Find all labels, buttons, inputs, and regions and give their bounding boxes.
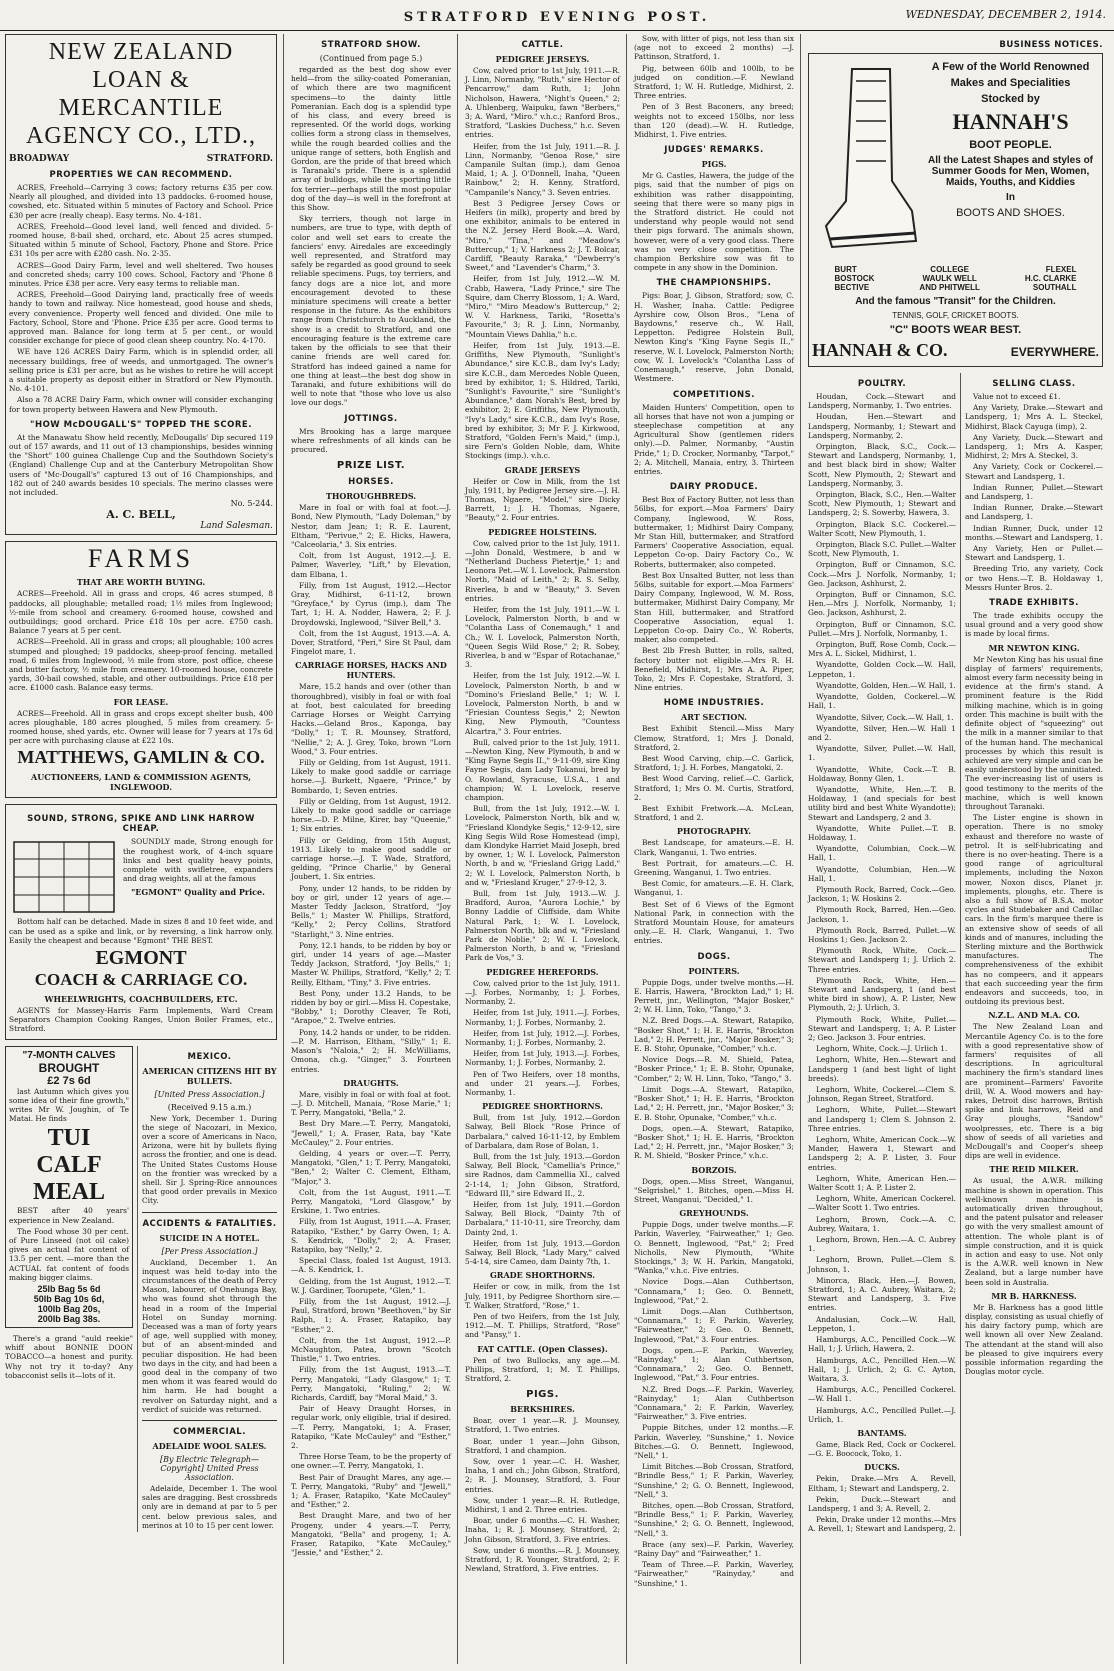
prize-entry: Filly or Gelding, from 1st August, 1911. Likely to make good saddle or carriage horse.—J. Burkett, Ngaere, "Prince," by Bombardo, 1; Seven entries. [291,758,451,795]
column-cattle [460,34,625,1664]
agent-name: A. C. BELL, [106,508,176,522]
prize-entry: Wyandotte, White Pullet.—T. B. Holdaway, 1. [808,823,956,842]
reid-milker-heading: THE REID MILKER. [989,1164,1079,1175]
prize-entry: Cow, calved prior to the 1st July, 1911.—J. Forbes, Normanby, 1; J. Forbes, Normanby, 2. [465,978,620,1007]
ducks-heading: DUCKS. [864,1462,900,1473]
prize-entry: Wyandotte, Columbian, Cock.—W. Hall, 1. [808,844,956,863]
calves-brought: BROUGHT [38,1060,100,1075]
prize-entry: Indian Runner, Pullet.—Stewart and Landsperg, 1. [965,482,1103,502]
prize-entry: Puppie Dogs, under twelve months.—F. Parkin, Waverley, "Fairweather," 1; Geo. O. Bennett, Inglewood, "Pat," 2; Fred Nicholls, New Plymouth, "White Stockings," 3; W. H. Parkin, Mangatoki, "Wanka," v.h.c. Five entries. [634,1220,794,1276]
pedigree-holsteins-heading: PEDIGREE HOLSTEINS. [488,526,597,537]
agent-role: Land Salesman. [200,521,273,532]
prize-entry: Wyandotte, White, Cock.—T. B. Holdaway, Bonny Glen, 1. [808,764,956,783]
nz-loan-address: BROADWAY [9,154,70,164]
prize-entry: Orpington, Buff, Rose Comb, Cock.—Mrs A. L. Sickel, Midhirst, 1. [808,640,956,659]
column-show-report [286,34,456,1664]
accidents-heading: ACCIDENTS & FATALITIES. [142,1218,277,1229]
prize-entry: Puppie Bitches, under 12 months.—F. Parkin, Waverley, "Sunshine," 1. Novice Bitches.—G. O. Bennett, Inglewood, "Nell," 1. [634,1423,794,1460]
tui-brand: TUI [47,1125,91,1152]
prize-entry: Heifer, from 1st July, 1911.—J. Forbes, Normanby, 1; J. Forbes, Normanby, 2. [465,1008,620,1027]
prize-entry: Brace (any sex)—F. Parkin, Waverley, "Rainy Day" and "Fairweather," 1. [634,1539,794,1559]
price-line: 200lb Bag 38s. [37,1314,101,1324]
tui-calf-meal-advert [5,1046,133,1328]
hannah-line: In [1006,192,1015,203]
hannah-company: HANNAH & CO. [812,340,948,360]
egmont-agents: AGENTS for Massey-Harris Farm Implements, Ward Cream Separators Champion Cooking Ranges, Union Boiler Frames, etc., Stratford. [9,1005,273,1034]
prize-entry: Three Horse Team, to be the property of one owner.—T. Perry, Mangatoki, 1. [291,1452,451,1471]
carriage-heading: CARRIAGE HORSES, HACKS AND HUNTERS. [295,660,447,681]
prize-entry: Hamburgs, A.C., Pencilled Pullet.—J. Urlich, 1. [808,1405,956,1424]
property-listing: ACRES—Good Dairy Farm, level and well sheltered. Two houses and concreted sheds; carry 100 cows. School, Factory and 'Phone 8 minutes. Price £38 per acre. Very easy terms to reliable man. [9,260,273,289]
mcdougall-text: At the Manawatu Show held recently, McDougalls' Dip secured 119 out of 157 awards, and 11 out of 13 championships, besides winning the "Short" 100 guinea Challenge Cup and the Southdown Society's (England) Challenge Cup and at the Canterbury Metropolitan Show users of "Mc-Dougall's" captured 13 out of 16 Championships, and 182 out of 240 awards besides 10 specials. The merino classes were not included. [9,432,273,498]
prize-entry: Limit Dogs.—A. Stewart, Ratapiko, "Bosker Shot," 1; H. E. Harris, "Brockton Lad," 2; H. Perrett, jnr., "Major Bosker," 3; E. B. Stohr, Opunake, "Comber," v.h.c. [634,1084,794,1122]
prize-entry: Plymouth Rock, Barred, Pullet.—W. Hoskins 1; Geo. Jackson 2. [808,925,956,944]
prize-entry: Orpington, Black, S.C., Cock.—Stewart and Landsperg, Normanby, 1, and best black bird in show; Walter Scott, New Plymouth, 2; Stewart and Landsperg, Normanby, 3. [808,442,956,488]
prize-entry: Pen of two Heifers, from the 1st July, 1912.—M. T. Phillips, Stratford, "Rose" and "Pansy," 1. [465,1311,620,1340]
prize-entry: Boar, under 6 months.—C. H. Washer, Inaha, 1; R. J. Mounsey, Stratford, 2; John Gibson, Stratford, 3. Five entries. [465,1516,620,1544]
prize-entry: Bull, from 1st July, 1913.—W. J. Bradford, Auroa, "Aurora Lochie," by Bonny Laddie of Cliffside, dam White Natural Park, 1; W. I. Lovelock, Palmerston North, blk and w, "Friesland Park de Noblie," 2; W. I. Lovelock, Palmerston North, b and w, "Friesland Park de Vos," 3. [465,889,620,963]
brand-name: AND PHITWELL [919,283,980,292]
prize-entry: Houdan, Hen.—Stewart and Landsperg, Normanby, 1; Stewart and Landsperg, Normanby, 2. [808,412,956,440]
poultry-heading: POULTRY. [857,379,907,389]
mexico-received: (Received 9.15 a.m.) [167,1102,252,1112]
prize-entry: Best 2lb Fresh Butter, in rolls, salted, factory butter not eligible.—Mrs R. H. Benefield, Midhirst, 1; Mrs A. A. Piper, Toko, 2; Mrs F. Copestake, Stratford, 3. Nine entries. [634,646,794,693]
hannah-line: Stocked by [981,93,1040,105]
prize-entry: Best Pair of Draught Mares, any age.—T. Perry, Mangatoki, "Ruby" and "Jewell," 1; A. Fraser, Ratapiko, "Kate McCauley" and "Esther," 2. [291,1472,451,1510]
prize-entry: Colt, from the 1st August, 1911.—T. Perry, Mangatoki, "Lord Glasgow," by Erskine, 1. Two entries. [291,1187,451,1216]
prize-entry: Hamburgs, A.C., Pencilled Cockerel.—W. Hall 1. [808,1385,956,1404]
hannah-line: BOOT PEOPLE. [969,139,1052,151]
brand-name: WAULK WELL [922,274,977,283]
harrow-title: SOUND, STRONG, SPIKE AND LINK HARROW CHEAP. [27,814,255,835]
prize-entry: Hamburgs, A.C., Pencilled Cock.—W. Hall, 1; J. Urlich, Hawera, 2. [808,1335,956,1354]
column-rule [800,34,801,1664]
boot-illustration [812,61,922,261]
harrow-illustration [9,837,119,917]
column-rule [626,34,627,1664]
grade-shorthorns-heading: GRADE SHORTHORNS. [489,1270,596,1281]
harrow-quote: "EGMONT" Quality and Price. [131,887,265,898]
prize-entry: Team of Three.—F. Parkin, Waverley, "Fairweather," "Rainyday," and "Sunshine," 1. [634,1560,794,1588]
prize-entry: Plymouth Rock, White, Pullet.—Stewart and Landsperg, 1; A. P. Lister 2; Geo. Jackson 3. Four entries. [808,1014,956,1042]
prize-entry: Filly or Gelding, from 15th August, 1913. Likely to make good saddle or carriage horse.—J. T. Wade, Stratford, gelding, "Prince Charlie," by General Joubert, 1. Six entries. [291,835,451,882]
brand-name: FLEXEL [1045,265,1077,274]
listing-number: No. 5-244. [230,499,273,509]
calves-price: £2 7s 6d [47,1074,91,1087]
trade-text: The New Zealand Loan and Mercantile Agency Co. is to the fore with a good representative show of farmers' requisites of all descriptions. In agricultural machinery the firm's standard lines are prominent—Farmers' Favorite drill, W. A. Wood mowers and hay-rakes, Detroit disc harrows, British spike and link harrows, Reid and Gray ploughs, "Sandow" woolpresses, etc. There is a big show of seeds of all varieties and McDougall's and Cooper's sheep dips are well in evidence. [965,1022,1103,1161]
firm-name: MATTHEWS, GAMLIN & CO. [17,747,265,768]
hannah-line: Makes and Specialities [950,77,1071,89]
prize-entry: Any Variety, Duck.—Stewart and Landsperg, 1; Mrs A. Kasper, Midhirst, 2; Mrs A. Steckel, 3. [965,432,1103,461]
prize-entry: Boar, over 1 year.—R. J. Mounsey, Stratford, 1. Two entries. [465,1416,620,1435]
column-pigs-dogs [629,34,799,1664]
trade-text: The Lister engine is shown in operation. There is no smoky exhaust and therefore no waste of petrol. It is self-lubricating and there is no over-heating. There is a good range of agricultural implements, including the Noxon mower, Noxon discs, Planet jr. implements, ploughs, etc. There is also a full show of B.S.A. motor cycles and Studebaker and Cadillac cars. In the firm's marquee there is an extensive show of seeds of all kinds and of manures, including the Sterling mixture and the Borthwick manufactures. The comprehensiveness of the exhibit has no compeers, and it appears that each succeeding year the firm endeavors and succeeds, too, in outdoing its previous best. [965,813,1103,1007]
horses-heading: HORSES. [348,477,394,488]
prize-entry: Wyandotte, Golden, Hen.—W. Hall, 1. [816,680,956,690]
firm-subtitle: AUCTIONEERS, LAND & COMMISSION AGENTS, INGLEWOOD. [31,772,251,793]
prize-entry: Mare, 15.2 hands and over (other than thoroughbred), visibly in foal or with foal at foot, best calculated for breeding Carriage Horses or Weight Carrying Hacks.—Geland Bros., Kaponga, bay "Dolly," 1; T. R. Mounsey, Stratford, "Nellie," 2; A. J. Grey, Toko, brown "Lorn Wood," 3. Four entries. [291,682,451,756]
news-column [137,1046,277,1533]
suicide-article: Auckland, December 1. An inquest was held to-day into the circumstances of the death of Percy Mason, labourer, of Onehunga Bay, who was found shot through the head in a room of the Imperial Hotel on Sunday morning. Deceased was a man of forty years of age, well supplied with money, but of an absent-minded and peculiar disposition. He had been two days in the city, and had been a good deal in the company of two men whom it was feared would do him harm. He had bought a revolver on Saturday night, and a verdict of suicide was returned. [142,1257,277,1414]
prize-entry: Limit Bitches.—Bob Crossan, Stratford, "Brindle Bess," 1; F. Parkin, Waverley, "Sunshine," 2; G. O. Bennett, Inglewood, "Nell," 3. [634,1462,794,1499]
prize-entry: Best Draught Mare, and two of her Progeny, under 4 years.—T. Perry, Mangatoki, "Bella" and progeny, 1; A. Fraser, Ratapiko, "Kate McCauley," "Jessie," and "Esther," 2. [291,1511,451,1558]
prize-entry: Leghorn, Brown, Cock.—A. C. Aubrey, Waitara, 1. [808,1214,956,1233]
pedigree-jerseys-heading: PEDIGREE JERSEYS. [495,54,590,64]
tobacco-advert: There's a grand "auld reekie" whiff about BONNIE DOON TOBACCO—a honest and purity. Why not try it to-day? Any tobacconist sells it—lots of it. [5,1334,133,1380]
prize-entry: Filly, from 1st August, 1912.—Hector Gray, Midhirst, 6-11-12, brown "Greyface," by Cyrus (imp.), dam The Tart, 1; H. A. Nodder, Hawera, 2; F. J. Droydowski, Inglewood, "Silver Bell," 3. [291,580,451,627]
prize-entry: Filly or Gelding, from 1st August, 1912. Likely to make good saddle or carriage horse.—D. P. Milne, Kirer, bay "Queenie," 1; Six entries. [291,796,451,834]
prize-entry: Colt, from the 1st August, 1913.—A. A. Dover, Stratford, "Peri," Sire St Paul, dam Fingelot mare, 1. [291,628,451,657]
prize-entry: Novice Dogs.—Alan Cuthbertson, "Connamara," 1; Geo. O. Bennett, Inglewood, "Pat," 2. [634,1277,794,1305]
property-listing: ACRES, Freehold—Carrying 3 cows; factory returns £35 per cow. Nearly all ploughed, and divided into 13 paddocks. 6-roomed house, cowshed, etc. Situated within 5 minutes of Factory and School. Price £30 per acre (really cheap). Easy terms. No. 4-181. [9,183,273,220]
prize-entry: Heifer, from 1st July, 1913.—E. Griffiths, New Plymouth, "Sunlight's Abundance," sire K.C.B., dam Ivy's Lady; sire K.C.B., dam Mercedes Noble Queen, bred by exhibitor, 1; S. Hildred, Tariki, "Sunlight's Favourite," sire "Sunlight's Abundance," dam Norah's Best, bred by exhibitor, 2; E. Griffiths, New Plymouth, "Ivy's Lady," sire K.C.B., dam Ivy's Rose, bred by exhibitor, 3; Mr F. J. Kirkwood, Stratford, "Golden Fern's Maid," (imp.), sire Fern's Golden Noble, dam, White Stockings (imp.). v.h.c. [465,340,620,461]
prize-entry: Heifer, from the 1st July, 1911.—W. I. Lovelock, Palmerston North, b and w "Colantha Lass of Conemaugh," 1 and Ch.; W. I. Lovelock, Palmerston North, "Queen Segis Wild Rose," 2; R. Sobey, Riverlea, b and w "Espar of Rotachanae," 3. [465,604,620,670]
prize-entry: Best 3 Pedigree Jersey Cows or Heifers (in milk), property and bred by one exhibitor, animals to be entered in the N.Z. Jersey Herd Book.—A. Ward, "Miro," "Tina," and "Meadow's Buttercup," 1; V. Harkness 2; J. T. Bolcar, Cardiff, "Beauty Raraka," "Dewberry's Sweet," and "Lavender's Charm," 3. [465,198,620,273]
trade-text: The trade exhibits occupy the usual ground and a very good show is made by local firms. [965,611,1103,639]
wool-headline: ADELAIDE WOOL SALES. [152,1441,267,1452]
suicide-source: [Per Press Association.] [161,1246,258,1256]
prize-entry: Pekin, Duck.—Stewart and Landsperg, 1 and 3; A. Revell, 2. [808,1494,956,1513]
prize-entry: Pony, 14.2 hands or under, to be ridden.—P. M. Harrison, Eltham, "Silly," 1; E. Mason's "Naloia," 2; H. McWilliams, Omona, ch.g. "Ginger," 3. Fourteen entries. [291,1027,451,1074]
price-line: 100lb Bag 20s, [37,1304,101,1314]
trade-text: Mr Newton King has his usual fine display of farmers' requirements, almost every farm necessity being in evidence at the firm's stand. A prominent feature is the Ridd milking machine, which is in going order. This machine is built with the definite object of "squeezing" out the milk in a manner similar to that of the human hand. The mechanical processes by which this result is achieved are very simple and can be easily understood by the uninitiated. The ever-increasing list of users is good testimony to the merits of the machine, which is well known throughout Taranaki. [965,654,1103,811]
brand-name: BECTIVE [834,283,870,292]
dairy-produce-heading: DAIRY PRODUCE. [669,482,759,493]
property-listing: Also a 78 ACRE Dairy Farm, which owner will consider exchanging for town property between Hawera and New Plymouth. [9,395,273,414]
draughts-heading: DRAUGHTS. [343,1077,399,1088]
prize-entry: Best Dry Mare.—T. Perry, Mangatoki, "Jewell," 1; A. Fraser, Rata, bay "Kate McCauley," 2. Four entries. [291,1119,451,1147]
prize-entry: Hamburgs, A.C., Pencilled Hen.—W. Hall, 1; J. Urlich, 2; G. C. Ayton, Waitara, 3. [808,1355,956,1383]
price-line: 25lb Bag 5s 6d [37,1284,101,1294]
prize-entry: Pony, 12.1 hands, to be ridden by boy or girl, under 14 years of age.—Master Teddy Jackson, Stratford, "Joy Bells," 1; Master W. Phillips, Stratford, "Kelly," 2; T. Reilly, Eltham, "Tiny," 3. Five entries. [291,940,451,987]
prize-entry: Heifer, from 1st July, 1911.—Gordon Salway, Bell Block, "Dainty 7th of Darbalara," 11-10-11, sire Treorchy, dam Dainty 2nd, 1. [465,1199,620,1237]
column-rule [283,34,284,1664]
prize-entry: Heifer, from 1st July, 1913.—Gordon Salway, Bell Block, "Lady Mary," calved 5-4-14, sire Cameo, dam Dainty 7th, 1. [465,1238,620,1267]
harrow-text: SOUNDLY made, Strong enough for the roughest work, of 4-inch square links and best quality heavy points, complete with swifletree, expanders and drag weights, all at the famous [123,837,273,884]
prize-entry: Wyandotte, White, Hen.—T. B. Holdaway, 1 (and specials for best utility bird and best White Wyandotte); Stewart and Landsperg, 2 and 3. [808,784,956,822]
thoroughbreds-heading: THOROUGHBREDS. [325,491,417,502]
prize-entry: Plymouth Rock, White, Hen.—Stewart and Landsperg, 1 (and best white bird in show), A. P. Lister, New Plymouth, 2; J. Urlich, 3. [808,975,956,1013]
prize-entry: Sow, under 6 months.—R. J. Mounsey, Stratford, 1; R. Younger, Stratford, 2; F. Newland, Stratford, 3. Five entries. [465,1545,620,1574]
prize-entry: Best Landscape, for amateurs.—E. H. Clark, Wanganui, 1. Two entries. [634,838,794,857]
prize-entry: Pekin, Drake under 12 months.—Mrs A. Revell, 1; Stewart and Landsperg, 2. [808,1515,956,1534]
prize-entry: Wyandotte, Silver, Hen.—W. Hall 1 and 2. [808,723,956,742]
prize-entry: Pekin, Drake.—Mrs A. Revell, Eltham, 1; Stewart and Landsperg, 2. [808,1474,956,1493]
prize-entry: Pen of two Bullocks, any age.—M. Phillips, Stratford, 1; M. T. Phillips, Stratford, 2. [465,1355,620,1383]
prize-entry: Heifer or Cow in Milk, from the 1st July, 1911, by Pedigree Jersey sire.—J. H. Thomas, Ngaere, "Model," sire Dicky Barrett, 1; J. H. Thomas, Ngaere, "Beauty," 2. Four entries. [465,476,620,523]
prize-entry: Sow, over 1 year.—C. H. Washer, Inaha, 1 and ch.; John Gibson, Stratford, 2; R. J. Mounsey, Stratford, 3. Four entries. [465,1457,620,1494]
prize-entry: Best Box of Factory Butter, not less than 56lbs, for export.—Moa Farmers' Dairy Company, Inglewood, W. Ross, buttermaker, 1; Midhirst Dairy Company, Mr Stan Hill, buttermaker, and Stratford Farmers' Cooperative Association, equal. Leppeton Co-op. Dairy Factory Co., W. Roberts, buttermaker, also competed. [634,495,794,569]
issue-date: WEDNESDAY, DECEMBER 2, 1914. [905,8,1106,21]
prize-entry: Pig, between 60lb and 100lb, to be judged on condition.—F. Newland Stratford, 1; W. H. Rutledge, Midhirst, 2. Three entries. [634,63,794,101]
hannah-line: TENNIS, GOLF, CRICKET BOOTS. [892,311,1019,320]
newton-king-heading: MR NEWTON KING. [988,642,1080,653]
pedigree-shorthorns-heading: PEDIGREE SHORTHORNS. [482,1101,603,1112]
egmont-name: EGMONT [95,946,187,969]
brand-name: BOSTOCK [834,274,875,283]
brand-name: SOUTHALL [1032,283,1077,292]
prize-entry: Cow, calved prior to 1st July, 1911.—R. J. Linn, Normanby, "Ruth," sire Hector of Pencarrow," dam Ruth, 1; John Nicholson, Hawera, "Night's Queen," 2; A. Uhlenberg, Waipuku, fawn "Berbers," 3; A. Ward, "Miro." v.h.c.; Ranford Bros., Stratford, "Laskies Duchess," h.c. Seven entries. [465,66,620,140]
prize-entry: Orpington, Black S.C. Pullet.—Walter Scott, New Plymouth, 1. [808,540,956,559]
brand-name: H.C. CLARKE [1024,274,1077,283]
prize-entry: Houdan, Cock.—Stewart and Landsperg, Normanby, 1. Two entries. [808,392,956,411]
brand-name: BURT [834,265,857,274]
column-business [803,34,1108,1664]
prize-entry: Sow, under 1 year.—R. H. Rutledge, Midhirst, 1 and 2. Three entries. [465,1495,620,1515]
properties-heading: PROPERTIES WE CAN RECOMMEND. [49,170,233,180]
championships-heading: THE CHAMPIONSHIPS. [656,278,772,289]
prize-entry: Best Set of 6 Views of the Egmont National Park, in connection with the Stratford Mountain House, for amateurs only.—E. H. Clark, Wanganui, 1. Two entries. [634,899,794,946]
meal-word: MEAL [33,1179,105,1206]
mexico-source: [United Press Association.] [154,1089,265,1099]
wool-article: Adelaide, December 1. The wool sales are dragging. Best crossbreds only are in demand at par to 5 per cent. below previous sales, and merinos at 10 to 15 per cent lower. [142,1484,277,1530]
prize-entry: Leghorn, White, Cock.—J. Urlich 1. [816,1044,948,1054]
calf-word: CALF [36,1152,102,1179]
prize-entry: Indian Runner, Duck, under 12 months.—Stewart and Landsperg, 1. [965,523,1103,542]
show-paragraph: Sky terriers, though not large in numbers, are true to type, with depth of color and well set ears to create the fanciers' envy. Airedales are exceedingly well represented, and Stratford may safely be regarded as good ground to seek reliable specimens. Pugs, toy terriers, and fancy dogs are a nice lot, and more encouragement devoted to these miniature specimens will create a better response in the future. As the exhibitors range from Christchurch to Auckland, the show is a credit to Stratford, and one encouraging feature is the extreme care taken by the officials to see that their canine friends are well cared for. Stratford has indeed gained a name for one thing at least—the best dog show in Taranaki, and future exhibitions will do well to note that "those who love us also love our dogs." [291,214,451,408]
nz-loan-title-1: NEW ZEALAND [48,39,234,65]
trade-exhibits-heading: TRADE EXHIBITS. [989,598,1079,609]
prize-list-heading: PRIZE LIST. [336,460,406,472]
jottings-text: Mrs Brooking has a large marquee where refreshments of all kinds can be procured. [291,426,451,454]
prize-entry: Dogs, open.—A. Stewart, Ratapiko, "Bosker Shot," 1; H. E. Harris, "Brockton Lad," 2; H. Perrett, jnr., "Major Bosker," 3; R. M. Shield, "Bosker Prince," v.h.c. [634,1123,794,1161]
prize-entry: Dogs, open.—Miss Street, Wanganui, "Selgrishel," 1. Bitches, open.—Miss H. Street, Wanganui, "Decided," 1. [634,1176,794,1204]
championships-text: Pigs: Boar, J. Gibson, Stratford; sow, C. H. Washer, Inaha. Cattle: Pedigree Ayrshire cow, Olson Bros., "Lena of Baydowns," reserve ch., W. Hall, Leppetton. Pedigree Holstein Bull, Newton King's "King Fayne Segis II.," reserve, W. I. Lovelock, Palmerston North; cow, W. I. Lovelock's "Colantha Lass of Conemaugh," reserve, John Donald, Westmere. [634,291,794,384]
grade-jerseys-heading: GRADE JERSEYS [504,464,581,475]
brand-name: COLLEGE [930,265,969,274]
pigs-heading: PIGS. [526,1389,559,1401]
borzois-heading: BORZOIS. [691,1164,737,1175]
home-industries-heading: HOME INDUSTRIES. [663,698,765,709]
mcdougall-heading: "HOW McDOUGALL'S" TOPPED THE SCORE. [30,419,252,430]
commercial-heading: COMMERCIAL. [173,1427,246,1438]
prize-entry: Mare, visibly in foal or with foal at foot.—J. D. Mitchell, Manaia, "Rose Marie," 1; T. Perry, Mangatoki, "Bella," 2. [291,1089,451,1118]
hannah-advert [808,53,1103,367]
prize-entry: Leghorn, White, Hen.—Stewart and Landsperg 1 (and best light of light breeds). [808,1055,956,1083]
prize-entry: Pen of Two Heifers, over 18 months, and under 21 years.—J. Forbes, Normanby, 1. [465,1069,620,1097]
hannah-line: A Few of the World Renowned [931,61,1090,73]
prize-entry: Leghorn, White, American Cockerel.—Walter Scott 1. Two entries. [808,1194,956,1213]
prize-entry: Wyandotte, Silver, Pullet.—W. Hall, 1. [808,744,956,763]
cattle-heading: CATTLE. [521,40,564,50]
column-advertisements [0,34,282,1664]
prize-entry: Sow, with litter of pigs, not less than six (age not to exceed 2 months) —J. Pattinson, Stratford, 1. [634,34,794,62]
prize-entry: Bull, from the 1st July, 1912.—W. I. Lovelock, Palmerston North, blk and w, "Friesland Klondyke Segis," 12-9-12, sire King Segis Wild Rose Homestead (imp), dam Klondyke Harriet Maid Joseph, bred by owner, 1; W. I. Lovelock, Palmerston North, b and w, "Friesland Grigg Ladd," 2; W. I. Lovelock, Palmerston North, b and w, "Friesland Kruger," 27-9-12, 3. [465,804,620,887]
prize-entry: Filly, from 1st August, 1911.—A. Fraser, Ratapiko, "Esther," by Garry Owen, 1; A. S. Kendrick, "Dolly," 2; A. Fraser, Ratapiko, bay "Nelly," 2. [291,1217,451,1254]
prize-entry: Novice Dogs.—R. M. Shield, Patea, "Bosker Prince," 1; E. B. Stohr, Opunake, "Comber," 2; W. H. Linn, Toko, "Tango," 3. [634,1055,794,1083]
farm-listing: ACRES—Freehold. All in grass and crops; all ploughable; 100 acres stumped and ploughed; 19 paddocks, sheep-proof fencing. metalled road, 6 miles from Inglewood, ½ mile from store, post office, cheese and butter factory, ½ mile from creamery. 10-roomed house, concrete yards, 30-bail cowshed, stable, and other outbuildings. Price £18 per acre. £1000 cash. Balance easy terms. [9,637,273,693]
prize-entry: Andalusian, Cock.—W. Hall, Leppeton, 1. [808,1314,956,1333]
prize-entry: Leghorn, White, Pullet.—Stewart and Landsperg 1; Clem S. Johnson 2. Three entries. [808,1105,956,1133]
prize-entry: Filly, from the 1st August, 1912.—J. Paul, Stratford, brown "Beethoven," by Sir Ralph, 1; A. Fraser, Ratapiko, bay "Esther," 2. [291,1296,451,1334]
art-section-heading: ART SECTION. [681,712,747,723]
nz-loan-advert [5,34,277,535]
prize-entry: Bitches, open.—Bob Crossan, Stratford, "Brindle Bess," 1; F. Parkin, Waverley, "Sunshine," 2; G. O. Bennett, Inglewood, "Nell," 3. [634,1501,794,1538]
prize-entry: Plymouth Rock, Barred, Cock.—Geo. Jackson, 1; W. Hoskins 2. [808,884,956,904]
prize-entry: Breeding Trio, any variety, Cock or two Hens.—T. B. Holdaway 1, Messrs Hunter Bros. 2. [965,564,1103,592]
prize-entry: Heifer or cow, in milk, from the 1st July, 1911, by Pedigree Shorthorn sire.—T. Walker, Stratford, "Rose," 1. [465,1282,620,1310]
prize-entry: Wyandotte, Golden Cock.—W. Hall, Leppeton, 1. [808,660,956,679]
jottings-heading: JOTTINGS. [344,413,398,424]
prize-entry: Bull, from the 1st July, 1913.—Gordon Salway, Bell Block, "Camellia's Prince," sire Radnos, dam Cammellia XI., calved 2-1-14, 1; John Gibson, Stratford, "Edward III," sire Edward II., 2. [465,1151,620,1198]
hannah-line: "C" BOOTS WEAR BEST. [889,324,1022,336]
farms-title: FARMS [87,544,195,574]
prize-entry: Heifer, from 1st July, 1913.—J. Forbes, Normanby, 1; J. Forbes, Normanby, 2. [465,1049,620,1068]
prize-entry: Orpington, Black, S.C., Hen.—Walter Scott, New Plymouth, 1; Stewart and Landsperg, 2; S. Sowerby, Hawera, 3. [808,490,956,518]
prize-entry: Heifer, from the 1st July, 1912.—W. I. Lovelock, Palmerston North, b and w "Domino's Friesland Belle," 1; W. I. Lovelock, Palmerston North, b and w "Friesian Countess Segis," 2; Newton King, New Plymouth, "Countess Alcartra," 3. Four entries. [465,671,620,736]
prize-entry: Best Pony, under 13.2 Hands, to be ridden by boy or girl.—Miss H. Copestake, "Bobby," 1; Dorothy Cleaver, Te Roti, "Arapoe," 2. Twelve entries. [291,988,451,1026]
prize-entry: Orpington, Buff or Cinnamon, S.C. Cock.—Mrs J. Norfolk, Normanby, 1; Geo. Jackson, Ashhurst, 2. [808,560,956,588]
hannah-line: All the Latest Shapes and styles of Summer Goods for Men, Women, Maids, Youths, and Kiddies [927,155,1094,188]
prize-entry: Bull, from 1st July, 1912.—Gordon Salway, Bell Block "Rose Prince of Darbalara," calved 16-11-12, by Emblem of Darbalara, dam Rose of Bolan, 1. [465,1113,620,1150]
dogs-heading: DOGS. [697,951,731,962]
egmont-company: COACH & CARRIAGE CO. [34,969,248,989]
show-continued: (Continued from page 5.) [319,54,423,63]
harrow-text-2: Bottom half can be detached. Made in sizes 8 and 10 feet wide, and can be used as a spike and link, or by reversing, a link harrow only. Easily the cheapest and because "Egmont" THE BEST. [9,917,273,945]
mexico-heading: MEXICO. [187,1051,232,1062]
property-listing: ACRES, Freehold—Good level land, well fenced and divided. 5-roomed house, 8-bail shed, orchard, etc. About 25 acres stumped. Situated within 5 minute of School, Factory, Phone and Store. Price £31 10s per acre with £280 cash. No. 2-35. [9,221,273,259]
prize-entry: Bull, calved prior to the 1st July, 1911.—Newton King, New Plymouth, b and w "King Fayne Segis II.," 9-11-09, sire King Fayne Segis, dam Lady Tokanui, bred by O. Rowland, Syracuse, U.S.A., 1 and champion; W. I. Lovelock, reserve champion. [465,737,620,803]
calves-testimonial: last Autumn which gives you some idea of their fine growth," writes Mr W. Joughin, of Te Matai. He finds [9,1086,129,1124]
prize-entry: Any Variety, Hen or Pullet.—Stewart and Landsperg, 1. [965,544,1103,563]
prize-entry: Colt, from 1st August, 1912.—J. E. Palmer, Waverley, "Lift," by Elevation, dam Elbana, 1. [291,551,451,579]
prize-entry: Plymouth Rock, White, Cock.—Stewart and Landsperg 1; J. Urlich 2. Three entries. [808,946,956,974]
prize-entry: Any Variety, Cock or Cockerel.—Stewart and Landsperg, 1. [965,462,1103,481]
farms-advert [5,541,277,798]
prize-entry: Best Wood Carving, chip.—C. Garlick, Stratford, 1; J. H. Forbes, Mangatoki, 2. [634,754,794,773]
prize-entry: Minorca, Black, Hen.—J. Bowen, Stratford, 1; A. C. Aubrey, Waitara, 2; Stewart and Landsperg, 3. Five entries. [808,1275,956,1313]
prize-entry: Best Comic, for amateurs.—E. H. Clark, Wanganui, 1. [634,879,794,898]
pointers-heading: POINTERS. [688,965,740,976]
newspaper-title: STRATFORD EVENING POST. [403,10,711,25]
egmont-trades: WHEELWRIGHTS, COACHBUILDERS, ETC. [44,993,238,1004]
prize-entry: Orpington, Buff or Cinnamon, S.C. Pullet.—Mrs J. Norfolk, Normanby, 1. [808,619,956,638]
nz-loan-title-3: AGENCY CO., LTD., [26,123,256,149]
prize-entry: Wyandotte, Golden, Cockerel.—W. Hall, 1. [808,692,956,711]
prize-entry: Orpington, Buff or Cinnamon, S.C. Hen.—Mrs J. Norfolk, Normanby, 1; Geo. Jackson, Ashhurst, 2. [808,590,956,618]
farm-listing: ACRES—Freehold. All in grass and crops, 46 acres stumped, 8 paddocks, all ploughable; metalled road; 1½ miles from Inglewood; ½-mile from school and creamery. 6-roomed house, cowshed and outbuildings; good orchard. Price £18 10s per acre. £750 cash. Balance 7 years at 5 per cent. [9,589,273,636]
lease-listing: ACRES—Freehold. All in grass and crops except shelter bush, 400 acres ploughable, 180 acres ploughed, 5 miles from creamery. 5-roomed house, shed yards, etc. Owner will lease for 7 years at 17s 6d per acre with purchasing clause at £22 10s. [9,708,273,746]
prize-entry: Best Exhibit Stencil.—Miss Mary Clemow, Stratford, 1; Mrs J. Donald, Stratford, 2. [634,724,794,752]
hannah-line: BOOTS AND SHOES. [956,207,1065,219]
judges-remarks-heading: JUDGES' REMARKS. [664,145,764,156]
prize-entry: Dogs, open.—F. Parkin, Waverley, "Rainyday," 1; Alan Cuthbertson, "Connamara," 2; Geo. O. Bennett, Inglewood, "Pat," 3. Four entries. [634,1345,794,1383]
prize-entry: Wyandotte, Silver, Cock.—W. Hall, 1. [816,712,954,722]
prize-entry: Best Exhibit Fretwork.—A. McLean, Stratford, 1 and 2. [634,804,794,823]
prize-entry: Puppie Dogs, under twelve months.—H. E. Harris, Hawera, "Brockton Lad," 1; H. Perrett, jnr., Wellington, "Major Bosker," 2; W. H. Linn, Toko, "Tango," 3. [634,977,794,1015]
harrow-advert [5,804,277,1039]
prize-entry: Indian Runner, Drake.—Stewart and Landsperg, 1. [965,503,1103,522]
bantams-heading: BANTAMS. [857,1427,907,1438]
prize-entry: Plymouth Rock, Barred, Hen.—Geo. Jackson, 1. [808,905,956,924]
prize-entry: Filly, from the 1st August, 1913.—T. Perry, Mangatoki, "Lady Glasgow," 1; T. Perry, Mangatoki, "Ruling," 2; W. Richards, Cardiff, bay "Moral Maid," 3. [291,1365,451,1402]
prize-entry: Leghorn, White, American Hen.—Walter Scott 1; A. P. Lister 2. [808,1173,956,1193]
mexico-headline: AMERICAN CITIZENS HIT BY BULLETS. [142,1065,277,1086]
prize-entry: Heifer, from 1st July, 1912.—J. Forbes, Normanby, 1; J. Forbes, Normanby, 2. [465,1028,620,1047]
hannah-everywhere: EVERYWHERE. [1010,345,1099,359]
berkshires-heading: BERKSHIRES. [510,1404,575,1415]
prize-entry: Mare in foal or with foal at foot.—J. Bond, New Plymouth, "Lady Doleman," by Nestor, dam Jean; 1; R. E. Laurent, Eltham, "Perivue," 2; E. Hicks, Hawera, "Calceolaria," 3. Six entries. [291,503,451,549]
selling-class-heading: SELLING CLASS. [992,379,1076,389]
nzl-heading: N.Z.L. AND M.A. CO. [988,1010,1080,1021]
price-line: 50lb Bag 10s 6d, [33,1294,105,1304]
mexico-article: New York, December 1. During the siege of Nacozari, in Mexico, over a score of Americans in Naco, Arizona, were hit by bullets flying across the frontier, and one is dead. The United States Customs House on the frontier was wrecked by a shell. Sir J. Spring-Rice announces that good order prevails in Mexico City. [142,1113,277,1206]
prize-entry: N.Z. Bred Dogs.—A. Stewart, Ratapiko, "Bosker Shot," 1; H. E. Harris, "Brockton Lad," 2; H. Perrett, jnr., "Major Bosker," 3; E. B. Stohr, Opunake, "Comber," v.h.c. [634,1016,794,1054]
show-heading: STRATFORD SHOW. [321,40,421,50]
prize-entry: Any Variety, Drake.—Stewart and Landsperg, 1; Mrs A. L. Steckel, Midhirst, Black Cayuga (imp), 2. [965,403,1103,431]
prize-entry: Limit Dogs.—Alan Cuthbertson, "Connamara," 1; F. Parkin, Waverley, "Fairweather," 2; Geo. O. Bennett, Inglewood, "Pat," 3. Four entries. [634,1306,794,1344]
property-listing: WE have 126 ACRES Dairy Farm, which is in splendid order, all necessary buildings, free of weeds, and unmortgaged. The owner's selling price is £31 per acre, but as he wishes to retire he will accept a suitable property as deposit either in Stratford or New Plymouth. No. 4-101. [9,347,273,394]
business-notices-heading: BUSINESS NOTICES. [999,40,1103,50]
suicide-headline: SUICIDE IN A HOTEL. [159,1232,260,1243]
prize-entry: N.Z. Bred Dogs.—F. Parkin, Waverley, "Rainyday," 1; Alan Cuthbertson "Connamara," 2; F. Parkin, Waverley, "Fairweather," 3. Five entries. [634,1384,794,1422]
prize-entry: Heifer, from 1st July, 1912.—W. M. Crabb, Hawera, "Lady Prince," sire The Squire, dam Cherry Blossom, 1; A. Ward, "Miro," "Miro Meadow's Buttercup," 2; W. V. Harkness, Tariki, "Rosetta's Favourite," 3; R. J. Linn, Normanby, "Mountain Views Dahlia," h.c. [465,274,620,339]
prize-entry: Heifer, from the 1st July, 1911.—R. J. Linn, Normanby, "Genoa Rose," sire Campanile Sultan (imp.), dam Genoa Maid, 1; A. J. O'Donnell, Inaha, "Queen Rainbow," 2; H. Kenny, Stratford, "Campanile's Nancy," 3. Seven entries. [465,141,620,197]
prize-entry: Wyandotte, Columbian, Hen.—W. Hall, 1. [808,864,956,883]
prize-entry: Colt, from the 1st August, 1912.—P. McNaughton, Patea, brown "Scotch Thistle," 1. Two entries. [291,1335,451,1364]
prize-entry: Pony, under 12 hands, to be ridden by boy or girl, under 12 years of age.—Master Teddy Jackson, Stratford, "Joy Bells," 1; Master W. Phillips, Stratford, "Kelly," 2; Percy Collins, Stratford "Starlight," 3. Nine entries. [291,883,451,939]
prize-entry: Gelding, from the 1st August, 1912.—T. W. J. Gardiner, Toorupete, "Glen," 1. [291,1276,451,1295]
greyhounds-heading: GREYHOUNDS. [679,1208,749,1219]
nz-loan-town: STRATFORD. [206,154,273,164]
prize-entry: Pair of Heavy Draught Horses, in regular work, only eligible, trial if desired.—T. Perry, Mangatoki, 1; A. Fraser, Ratapiko, "Kate McCauley" and "Esther," 2. [291,1404,451,1451]
column-rule [457,34,458,1664]
harkness-heading: MR B. HARKNESS. [991,1290,1077,1301]
trade-text: Mr B. Harkness has a good little display, consisting as usual chiefly of his dairy factory pump, which are well known all over New Zealand. The attendant at the stand will also be pleased to give inquirers every possible information regarding the Douglas motor cycle. [965,1302,1104,1377]
farms-tagline: THAT ARE WORTH BUYING. [76,577,206,588]
prize-entry: Pen of 3 Best Baconers, any breed; weights not to exceed 150lbs, nor less than 120 (dead).—W. H. Rutledge, Midhirst, 1. Five entries. [634,102,794,140]
prize-entry: Orpington, Black S.C. Cockerel.—Walter Scott, New Plymouth, 1. [808,519,956,538]
masthead [0,0,1114,31]
hannah-line: And the famous "Transit" for the Children. [855,296,1056,307]
fat-cattle-heading: FAT CATTLE. (Open Classes). [477,1343,608,1354]
prize-entry: Best Portrait, for amateurs.—C. H. Greening, Wanganui, 1. Two entries. [634,858,794,878]
calves-headline: "7-MONTH CALVES [22,1049,116,1061]
prize-entry: Game, Black Red, Cock or Cockerel.—G. E. Boocock, Toko, 1. [808,1439,956,1459]
prize-entry: Value not to exceed £1. [973,392,1061,401]
prize-entry: Leghorn, White, Cockerel.—Clem S. Johnson, Regan Street, Stratford. [808,1085,956,1104]
pedigree-herefords-heading: PEDIGREE HEREFORDS. [486,966,599,977]
nz-loan-title-2: LOAN & MERCANTILE [58,67,224,121]
prize-entry: Gelding, 4 years or over.—T. Perry, Mangatoki, "Glen," 1; T. Perry, Mangatoki, "Ben," 2; Walter C. Clement, Eltham, "Major," 3. [291,1148,451,1186]
prize-entry: Leghorn, Brown, Pullet.—Clem S. Johnson, 1. [808,1255,956,1274]
prize-entry: Best Wood Carving, relief.—C. Garlick, Stratford, 1; Mrs O. M. Curtis, Stratford, 2. [634,774,794,802]
prize-entry: Special Class, foaled 1st August, 1913.—A. S. Kendrick, 1. [291,1256,451,1275]
trade-text: As usual, the A.W.R. milking machine is shown in operation. This well-known machine is automatically driven throughout, and the patent pulsator and releaser go with the very smallest amount of attention. The whole plant is of simple construction, and it is quick in action and easy to use. Not only is the A.W.R. well known in New Zealand, but a large number have been sold in Australia. [965,1176,1103,1287]
judges-remarks-text: Mr G. Castles, Hawera, the judge of the pigs, said that the number of pigs on exhibition was rather disappointing, seeing that there were so many pigs in the Stratford district. He could not understand why people would not send their pigs forward. The animals shown, however, were of a very good class. There was no very close competition. The champion Berkshire sow was fit to compete in any show in the Dominion. [634,171,794,273]
prize-entry: Leghorn, Brown, Hen.—A. C. Aubrey 1. [808,1235,956,1254]
property-listing: ACRES, Freehold—Good Dairying land, practically free of weeds handy to town and railway. Nice homestead, good house and sheds, every convenience. Property well fenced and divided. One mile to Factory, School, Store and 'Phone. Price £35 per acre. Good terms to approved man. Balance for long term at 5 per cent., or would consider exchange for piece of good clean sheep country. No. 4-170. [9,290,273,346]
prize-entry: Leghorn, White, American Cock.—W. Mander, Hawera 1, Stewart and Landsperg 2; A. P. Lister, 3. Four entries. [808,1135,956,1172]
judges-pigs-heading: PIGS. [701,159,727,170]
calves-fat-content: The Food whose 30 per cent. of Pure Linseed (not oil cake) gives an actual fat content of 13.5 per cent. —more than the ACTUAL fat content of foods making bigger claims. [9,1226,129,1282]
calves-experience: BEST after 40 years' experience in New Zealand. [9,1206,129,1225]
prize-entry: Best Box Unsalted Butter, not less than 56lbs, suitable for export.—Moa Farmers' Dairy Company, Inglewood, W. M. Ross, buttermaker, Midhirst Dairy Company, Mr Stan Hill, buttermaker, and Stratford Cooperative Association, equal 1. Leppeton Co-op. Dairy Co., W. Roberts, maker, also competed. [634,570,794,645]
competitions-heading: COMPETITIONS. [672,389,756,400]
prize-entry: Boar, under 1 year.—John Gibson, Stratford, 1 and champion. [465,1436,620,1455]
prize-entry: Cow, calved prior to the 1st July, 1911.—John Donald, Westmere, b and w "Netherland Duchess Pietertje," 1; and Leonora Pet.—W. I. Lovelock, Palmerston North, "Maid of Leith," 2; R. S. Selby, Riverlea, b and w "Beauty," 3. Seven entries. [465,538,620,603]
show-paragraph: regarded as the best dog show ever held—from the silky-coated Pomeranian, of which there are two magnificent specimens—to the dainty little Pomeranian. Each dog is a splendid type of his class, and every breed is represented. Of the world dogs, working collies form a strong class in themselves, while the rough bearded collies and the unique range of setters, both English and Gordon, are the pride of that breed which is Taranaki's pride. There is a splendid array of bulldogs, while the sporting little fox terrier—perhaps still the most popular dog of the day—is well in the forefront at this Show. [291,65,451,213]
photography-heading: PHOTOGRAPHY. [676,826,752,837]
competitions-text: Maiden Hunters' Competition, open to all horses that have not won a jumping or steeplechase competition at any Agricultural Show (gentlemen riders only).—D. Palmer, Normanby, "Austin Pride," 1; D. Crocker, Normanby, "Tarpot," 2; A. Mitchell, Manaia, entry, 3. Thirteen entries. [634,402,794,476]
hannah-brand: HANNAH'S [952,109,1069,134]
lease-heading: FOR LEASE. [113,696,169,707]
wool-source: [By Electric Telegraph—Copyright] United Press Association. [159,1455,260,1483]
